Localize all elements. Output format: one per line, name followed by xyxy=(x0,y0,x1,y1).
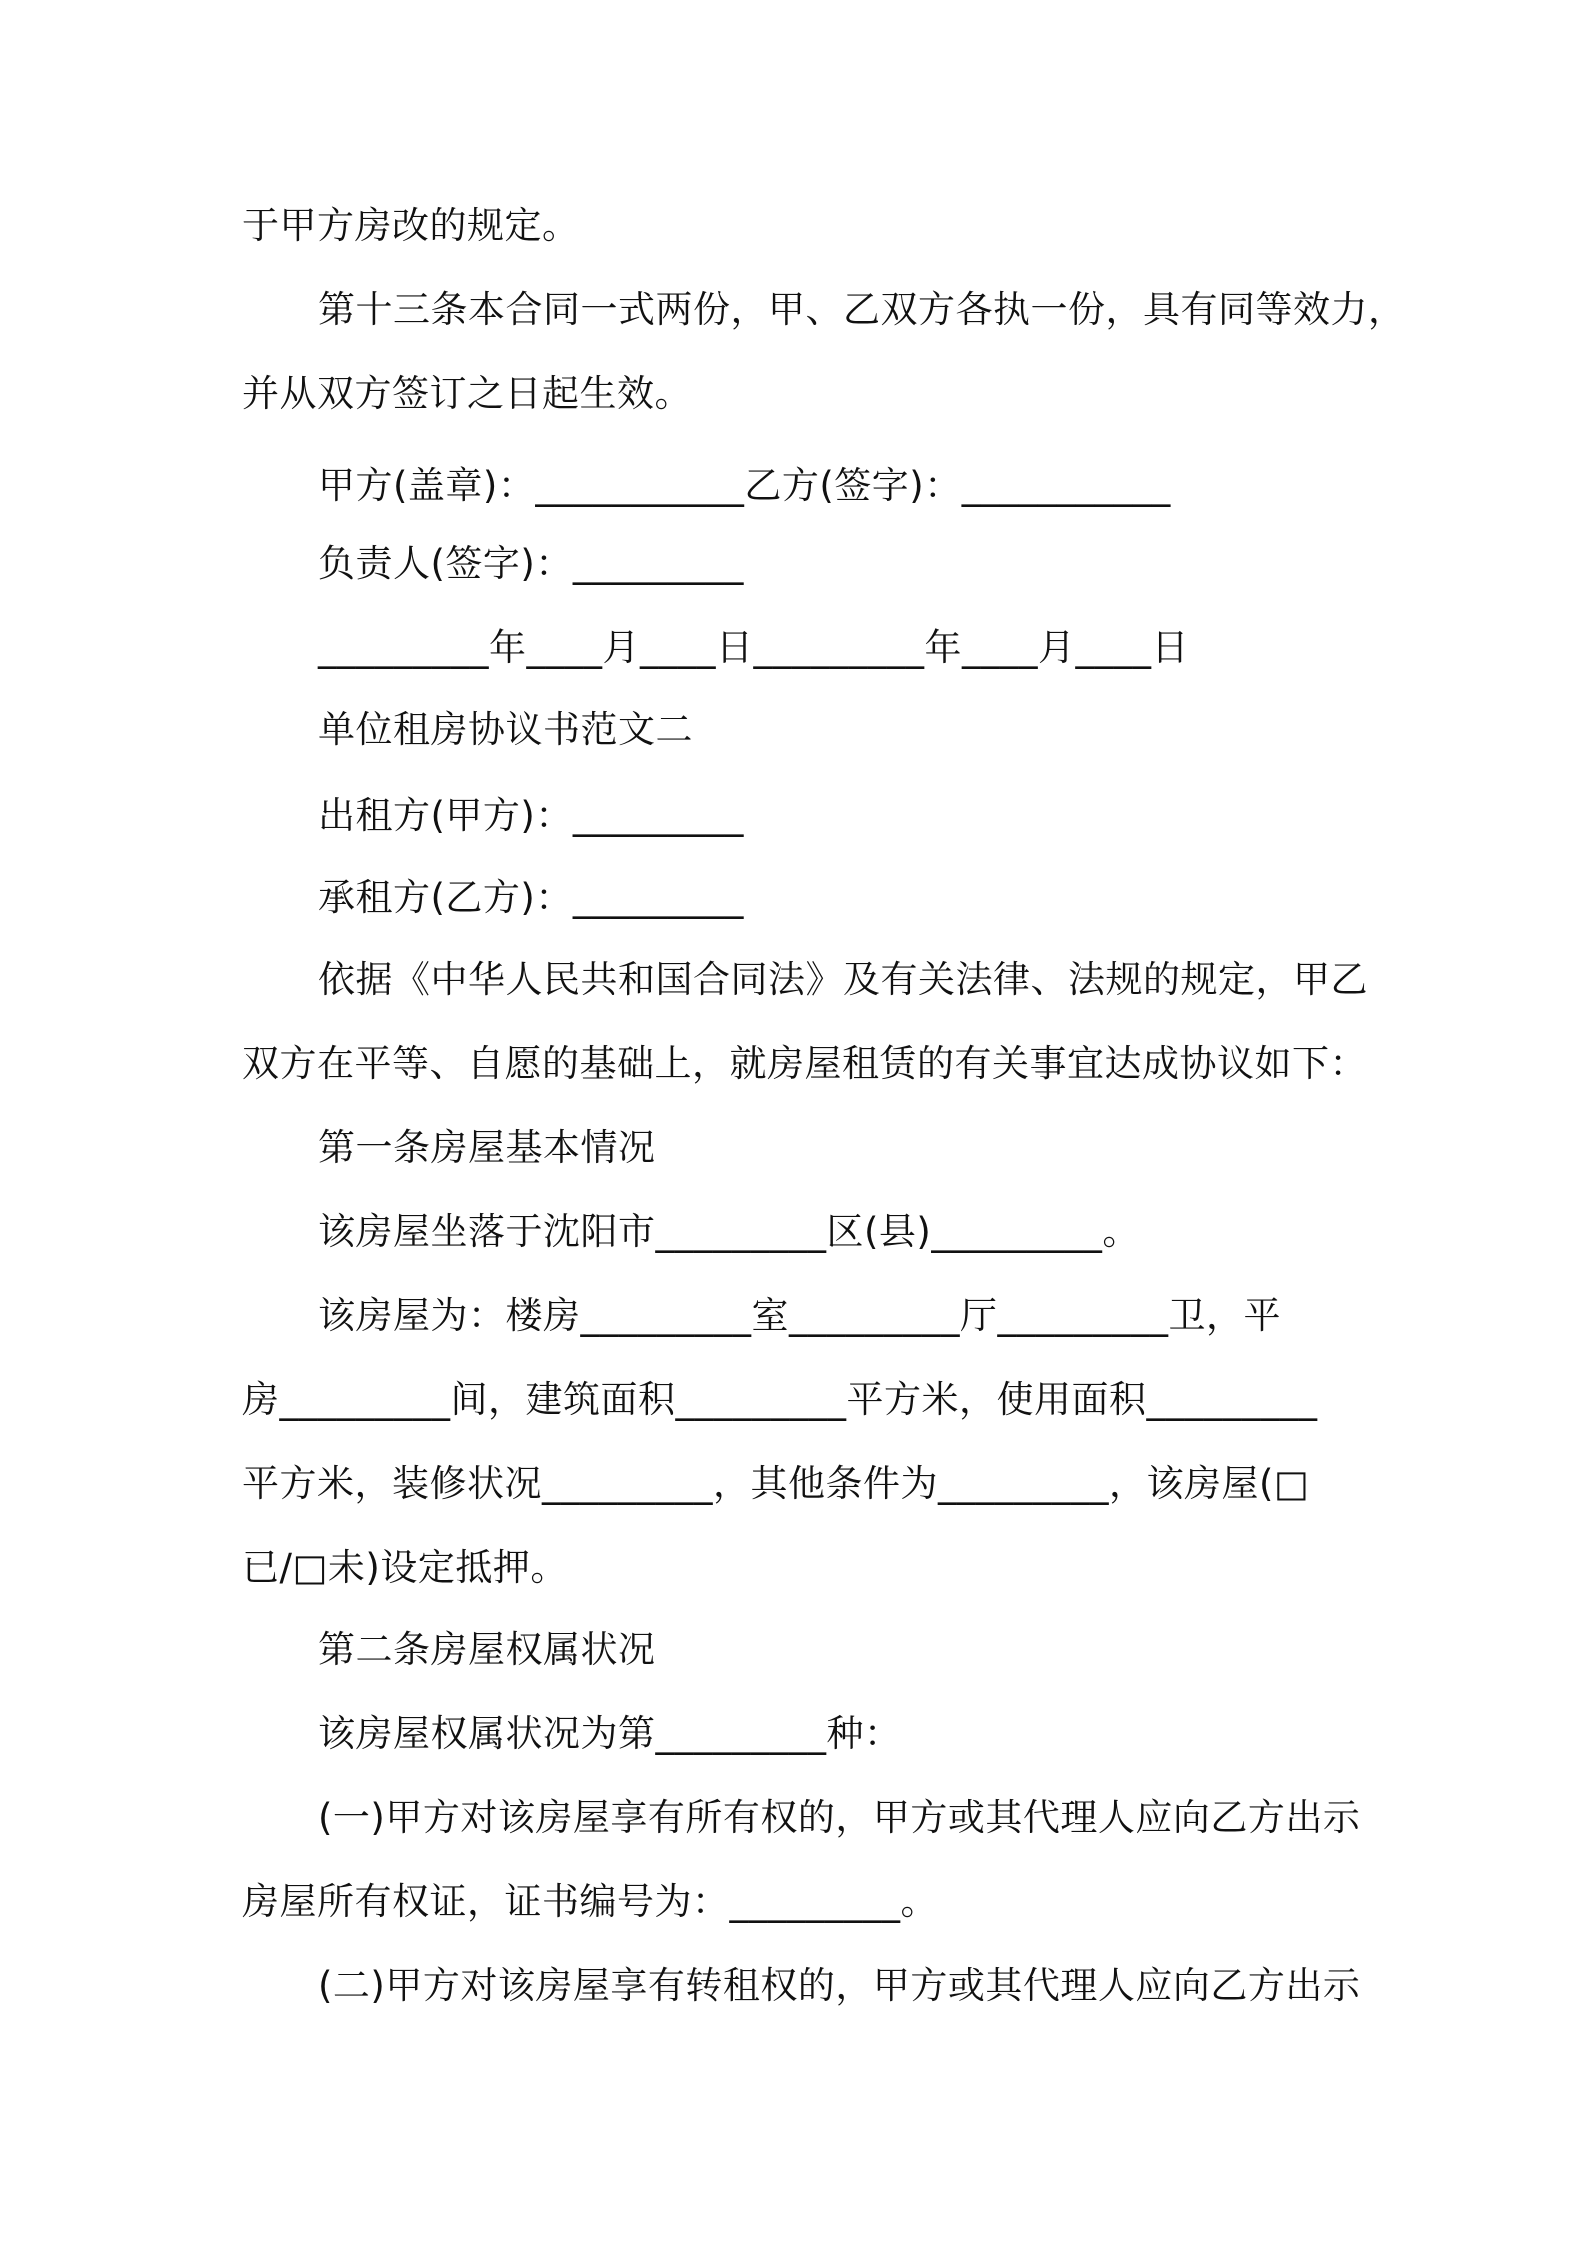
text-line: 该房屋权属状况为第_________种： xyxy=(318,1712,902,1755)
text-line: (二)甲方对该房屋享有转租权的，甲方或其代理人应向乙方出示 xyxy=(318,1964,1361,2007)
text-line: 已/□未)设定抵押。 xyxy=(242,1546,568,1589)
text-line: 房_________间，建筑面积_________平方米，使用面积_________ xyxy=(242,1378,1318,1421)
article-heading: 第一条房屋基本情况 xyxy=(318,1126,656,1169)
section-heading: 单位租房协议书范文二 xyxy=(318,708,693,751)
text-line: 该房屋坐落于沈阳市_________区(县)_________。 xyxy=(318,1210,1140,1253)
text-line: 该房屋为：楼房_________室_________厅_________卫，平 xyxy=(318,1294,1281,1337)
lessee-line: 承租方(乙方)：_________ xyxy=(318,876,744,919)
date-line: _________年____月____日_________年____月____日 xyxy=(318,626,1189,669)
article-heading: 第二条房屋权属状况 xyxy=(318,1628,656,1671)
lessor-line: 出租方(甲方)：_________ xyxy=(318,794,744,837)
text-line: 房屋所有权证，证书编号为：_________。 xyxy=(242,1880,938,1923)
text-line: 于甲方房改的规定。 xyxy=(242,204,580,247)
text-line: 第十三条本合同一式两份，甲、乙双方各执一份，具有同等效力， xyxy=(318,288,1406,331)
signature-line-representative: 负责人(签字)：_________ xyxy=(318,542,744,585)
signature-line-parties: 甲方(盖章)：___________乙方(签字)：___________ xyxy=(318,464,1171,507)
text-line: (一)甲方对该房屋享有所有权的，甲方或其代理人应向乙方出示 xyxy=(318,1796,1361,1839)
text-line: 双方在平等、自愿的基础上，就房屋租赁的有关事宜达成协议如下： xyxy=(242,1042,1367,1085)
text-line: 依据《中华人民共和国合同法》及有关法律、法规的规定，甲乙 xyxy=(318,958,1368,1001)
text-line: 平方米，装修状况_________，其他条件为_________，该房屋(□ xyxy=(242,1462,1310,1505)
text-line: 并从双方签订之日起生效。 xyxy=(242,372,692,415)
